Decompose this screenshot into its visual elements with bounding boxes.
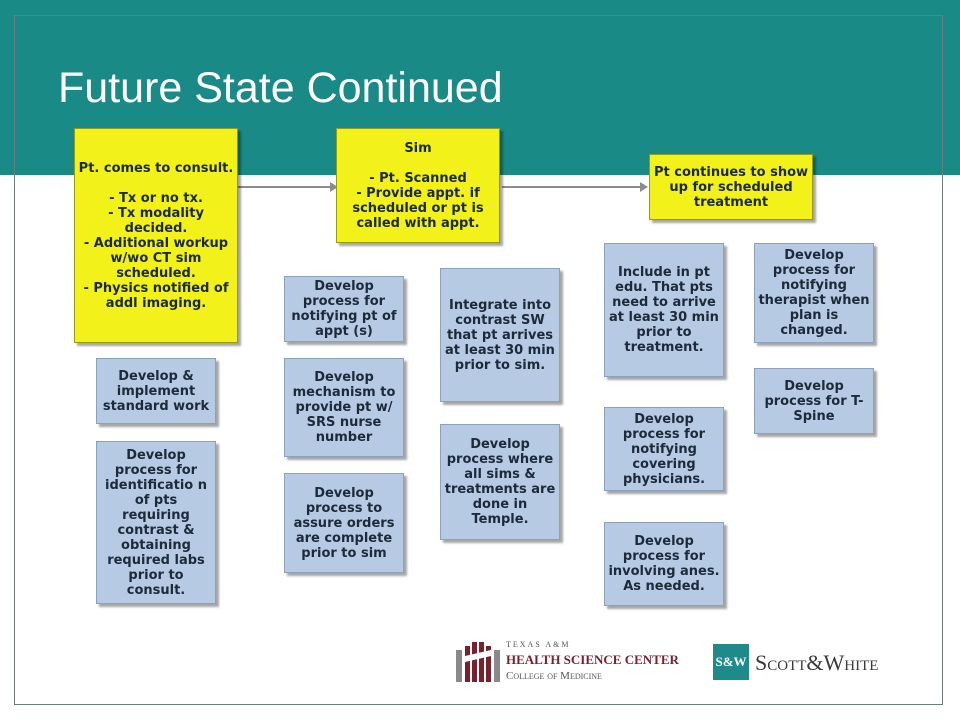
action-text: Develop process for involving anes. As needed.: [608, 534, 720, 594]
action-box-contrast-labs: [96, 441, 216, 604]
step-treatment-text: Pt continues to show up for scheduled treatment: [653, 164, 809, 210]
action-text: Develop process where all sims & treatments are done in Temple.: [444, 437, 556, 527]
action-text: Develop process for notifying therapist when plan is changed.: [758, 248, 870, 338]
action-box-notify-appt: [284, 276, 404, 342]
action-box-orders-complete: [284, 473, 404, 573]
action-text: Develop process for notifying pt of appt (s): [291, 279, 397, 339]
action-text: Develop & implement standard work: [102, 368, 210, 414]
action-text: Develop process for notifying covering physicians.: [622, 411, 706, 487]
step-consult-box: [74, 128, 238, 343]
tamu-hsc-logo: [456, 640, 706, 686]
action-box-temple: [440, 424, 560, 540]
sw-badge-icon: S&W: [713, 644, 749, 680]
step-sim-text: Sim - Pt. Scanned - Provide appt. if scheduled or pt is called with appt.: [352, 140, 484, 231]
action-text: Develop process for T-Spine: [764, 378, 864, 424]
arrow-head-2: [640, 182, 648, 192]
action-box-covering-physicians: [604, 407, 724, 491]
step-treatment-box: [649, 154, 813, 220]
action-box-pt-edu: [604, 243, 724, 377]
tamu-emblem-icon: [456, 642, 500, 684]
slide-title: Future State Continued: [58, 64, 503, 112]
tamu-bottom-text: College of Medicine: [506, 670, 602, 682]
action-box-standard-work: [96, 358, 216, 424]
action-text: Develop process to assure orders are complete prior to sim: [293, 485, 395, 561]
action-box-anes: [604, 522, 724, 606]
sw-wordmark: Scott&White: [755, 650, 879, 675]
scott-white-logo: [713, 644, 925, 684]
tamu-top-text: TEXAS A&M: [506, 640, 571, 649]
action-box-t-spine: [754, 368, 874, 434]
action-text: Integrate into contrast SW that pt arrives at least 30 min prior to sim.: [445, 297, 555, 373]
step-consult-text: Pt. comes to consult. - Tx or no tx. - Tx modality decided. - Additional workup w/wo CT sim scheduled. - Physics notified of addl imaging.: [78, 160, 234, 311]
tamu-mid-text: HEALTH SCIENCE CENTER: [506, 652, 679, 667]
action-text: Develop process for identificatio n of pts requiring contrast & obtaining required labs prior to consult.: [104, 447, 207, 598]
action-text: Include in pt edu. That pts need to arrive at least 30 min prior to treatment.: [609, 265, 719, 355]
step-sim-box: [336, 128, 500, 243]
action-box-contrast-sw: [440, 268, 560, 402]
action-text: Develop mechanism to provide pt w/ SRS nurse number: [292, 370, 396, 445]
action-box-srs-nurse: [284, 358, 404, 457]
action-box-notify-therapist: [754, 243, 874, 343]
